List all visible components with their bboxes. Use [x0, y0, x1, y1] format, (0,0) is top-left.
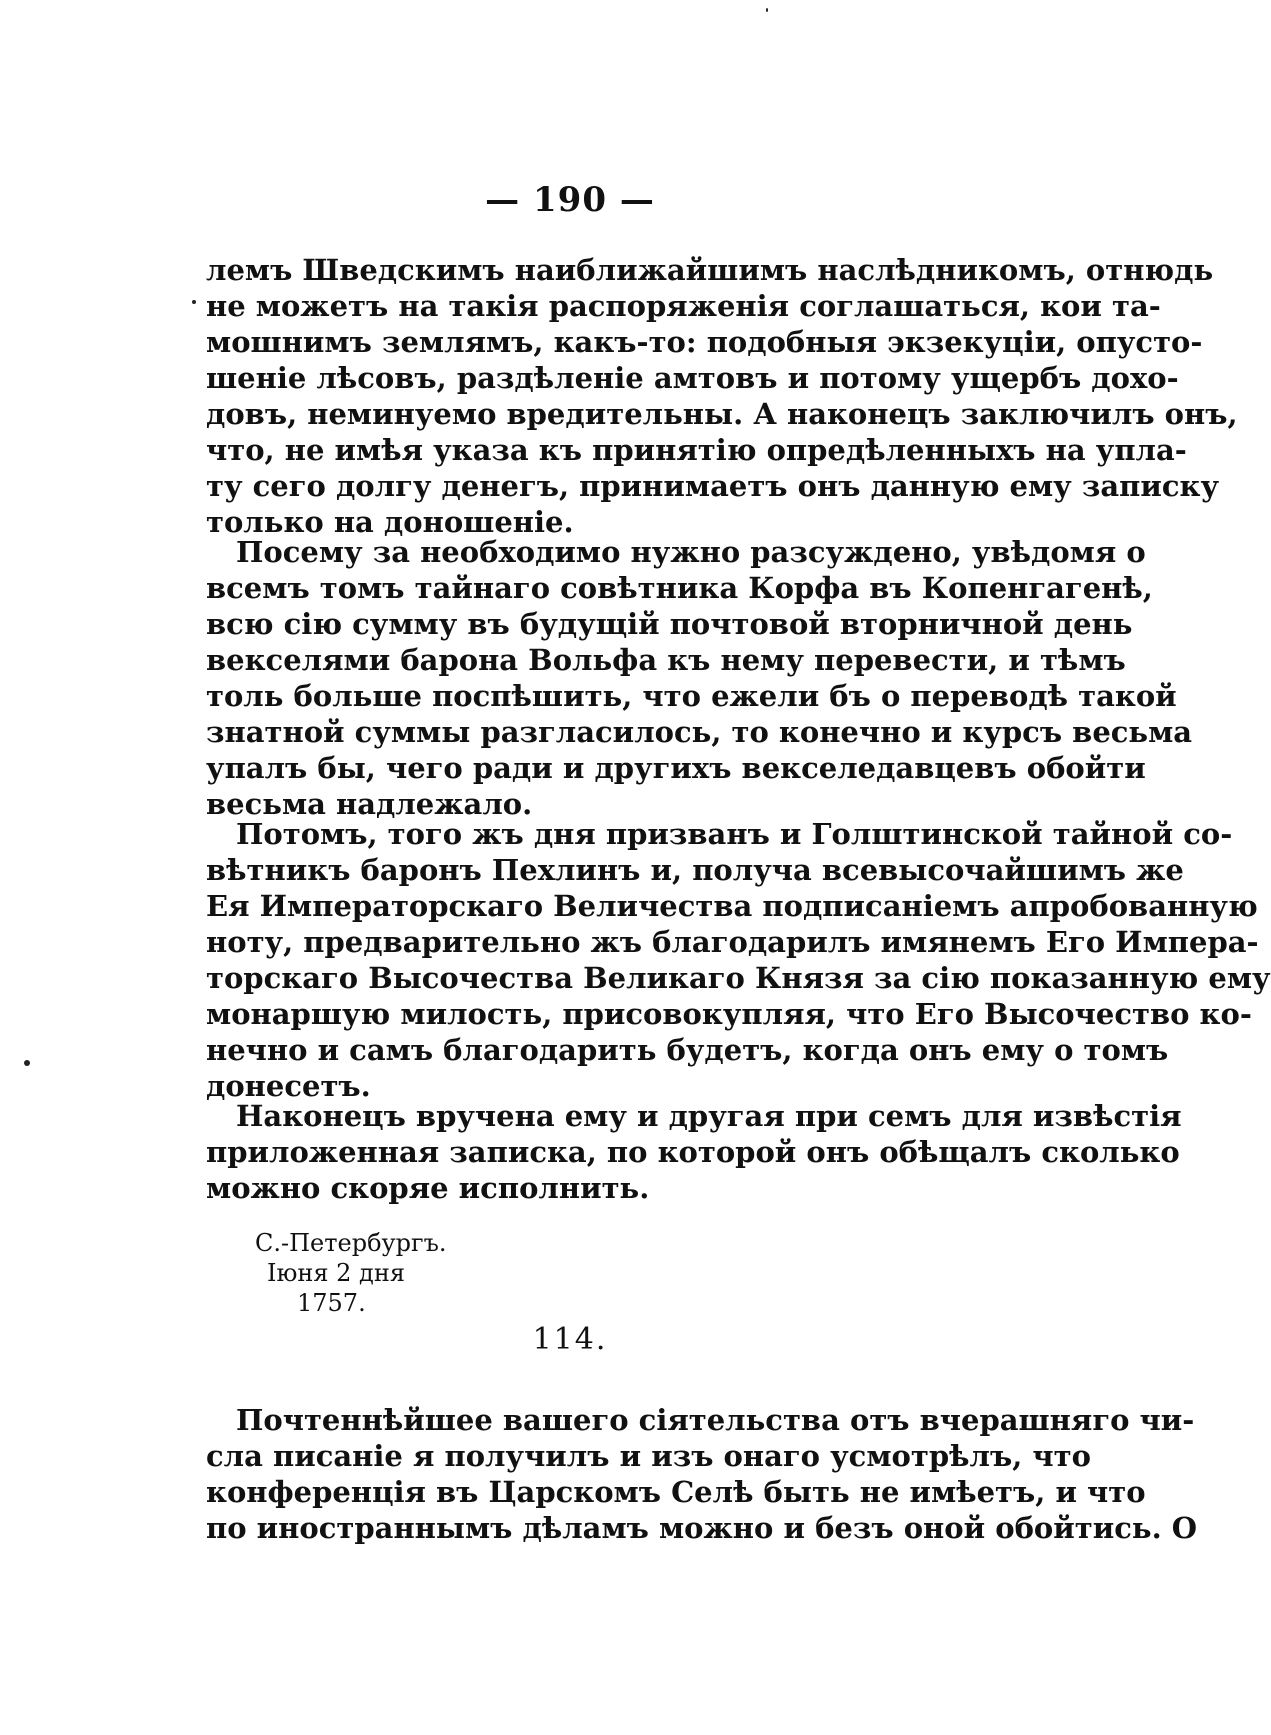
paragraph-3 — [206, 816, 1271, 1104]
text-line: Почтеннѣйшее вашего сіятельства отъ вчерашняго чи- — [236, 1403, 1195, 1437]
text-line: Потомъ, того жъ дня призванъ и Голштинской тайной со- — [236, 817, 1233, 851]
document-number: 114. — [532, 1322, 608, 1357]
text-line: ноту, предварительно жъ благодарилъ имянемъ Его Импера- — [206, 925, 1259, 959]
scan-speck — [192, 300, 196, 304]
text-line: ту сего долгу денегъ, принимаетъ онъ данную ему записку — [206, 469, 1220, 503]
text-line: не можетъ на такія распоряженія соглашаться, кои та- — [206, 289, 1161, 323]
scan-speck — [766, 8, 768, 12]
text-line: всю сію сумму въ будущій почтовой вторничной день — [206, 607, 1133, 641]
letter-paragraph — [206, 1402, 1198, 1546]
text-line: всемъ томъ тайнаго совѣтника Корфа въ Копенгагенѣ, — [206, 571, 1153, 605]
signoff-place-date — [255, 1228, 446, 1318]
text-line: донесетъ. — [206, 1069, 371, 1103]
text-line: торскаго Высочества Великаго Князя за сію показанную ему — [206, 961, 1271, 995]
paragraph-2 — [206, 534, 1193, 822]
text-line: лемъ Шведскимъ наиближайшимъ наслѣдникомъ, отнюдь — [206, 253, 1214, 287]
signoff-place: С.-Петербургъ. — [255, 1229, 447, 1257]
text-line: шеніе лѣсовъ, раздѣленіе амтовъ и потому ущербъ дохо- — [206, 361, 1179, 395]
text-line: упалъ бы, чего ради и другихъ векселедавцевъ обойти — [206, 751, 1146, 785]
text-line: сла писаніе я получилъ и изъ онаго усмотрѣлъ, что — [206, 1439, 1091, 1473]
text-line: только на доношеніе. — [206, 505, 574, 539]
text-line: что, не имѣя указа къ принятію опредѣленныхъ на упла- — [206, 433, 1187, 467]
scan-speck — [24, 1060, 30, 1066]
text-line: векселями барона Вольфа къ нему перевести, и тѣмъ — [206, 643, 1126, 677]
text-line: Ея Императорскаго Величества подписаніемъ апробованную — [206, 889, 1258, 923]
text-line: знатной суммы разгласилось, то конечно и курсъ весьма — [206, 715, 1193, 749]
paragraph-4 — [206, 1098, 1182, 1206]
text-line: монаршую милость, присовокупляя, что Его Высочество ко- — [206, 997, 1252, 1031]
text-line: приложенная записка, по которой онъ обѣщалъ сколько — [206, 1135, 1180, 1169]
text-line: довъ, неминуемо вредительны. А наконецъ заключилъ онъ, — [206, 397, 1238, 431]
text-line: весьма надлежало. — [206, 787, 533, 821]
text-line: Посему за необходимо нужно разсуждено, увѣдомя о — [236, 535, 1146, 569]
text-line: можно скоряе исполнить. — [206, 1171, 650, 1205]
text-line: толь больше поспѣшить, что ежели бъ о переводѣ такой — [206, 679, 1177, 713]
page-number: — 190 — — [485, 180, 655, 220]
text-line: нечно и самъ благодарить будетъ, когда онъ ему о томъ — [206, 1033, 1169, 1067]
text-line: мошнимъ землямъ, какъ-то: подобныя экзекуціи, опусто- — [206, 325, 1203, 359]
paragraph-1 — [206, 252, 1238, 540]
text-line: конференція въ Царскомъ Селѣ быть не имѣетъ, и что — [206, 1475, 1146, 1509]
signoff-date: Іюня 2 дня — [267, 1259, 405, 1287]
signoff-year: 1757. — [297, 1289, 366, 1317]
text-line: по иностраннымъ дѣламъ можно и безъ оной обойтись. О — [206, 1511, 1198, 1545]
text-line: Наконецъ вручена ему и другая при семъ для извѣстія — [236, 1099, 1182, 1133]
text-line: вѣтникъ баронъ Пехлинъ и, получа всевысочайшимъ же — [206, 853, 1184, 887]
